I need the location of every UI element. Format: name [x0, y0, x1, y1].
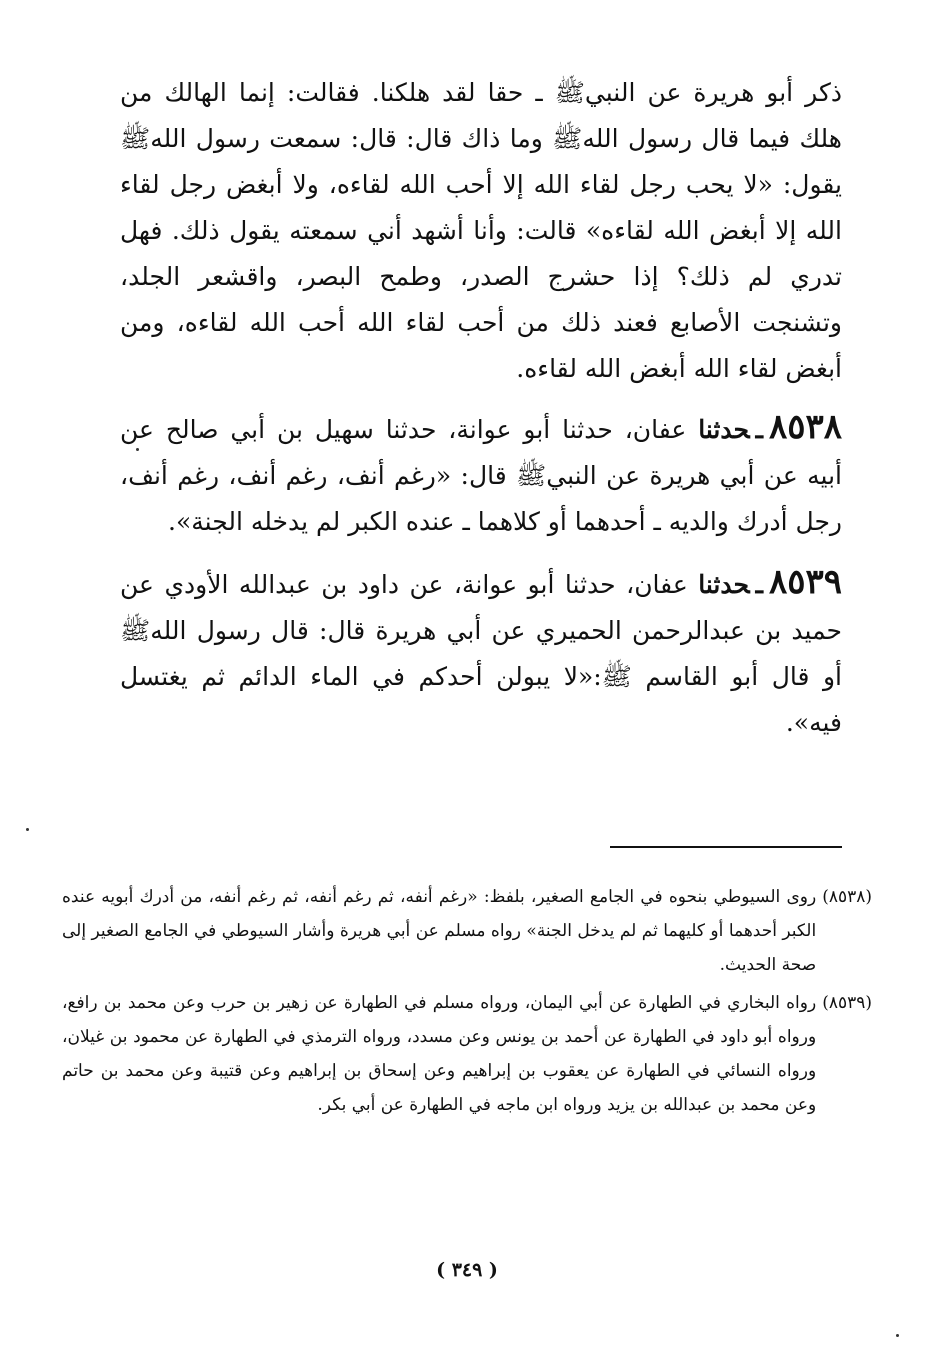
hadith-number: ٨٥٣٨ — [768, 407, 842, 447]
footnote-text: روى السيوطي بنحوه في الجامع الصغير، بلفظ: «رغم أنفه، ثم رغم أنفه، ثم رغم أنفه، من أدرك أبويه عنده الكبر أحدهما أو كليهما ثم لم يدخل الجنة» رواه مسلم عن أبي هريرة وأشار السيوطي في الجامع الصغير إلى صحة الحديث. — [62, 887, 817, 975]
narration-keyword: حدثنا — [698, 570, 750, 599]
hadith-number: ٨٥٣٩ — [768, 562, 842, 602]
scan-speck — [26, 828, 29, 831]
footnote-separator — [610, 846, 842, 848]
page-number: ( ٣٤٩ ) — [436, 1259, 498, 1281]
hadith-dash: ـ — [755, 415, 763, 444]
hadith-text: عفان، حدثنا أبو عوانة، حدثنا سهيل بن أبي صالح عن أبيه عن أبي هريرة عن النبيﷺ قال: «رغم أنف، رغم أنف، رغم أنف، رجل أدرك والديه ـ أحدهما أو كلاهما ـ عنده الكبر لم يدخله الجنة». — [120, 415, 842, 536]
footnote-ref: (٨٥٣٩) — [822, 993, 872, 1013]
hadith-8539 — [120, 559, 842, 746]
continuation-paragraph: ذكر أبو هريرة عن النبيﷺ ـ حقا لقد هلكنا. فقالت: إنما الهالك من هلك فيما قال رسول اللهﷺ وما ذاك قال: قال: سمعت رسول اللهﷺ يقول: «لا يحب رجل لقاء الله إلا أحب الله لقاءه، ولا أبغض رجل لقاء الله إلا أبغض الله لقاءه» قالت: وأنا أشهد أني سمعته يقول ذلك. فهل تدري لم ذلك؟ إذا حشرج الصدر، وطمح البصر، واقشعر الجلد، وتشنجت الأصابع فعند ذلك من أحب لقاء الله أحب الله لقاءه، ومن أبغض لقاء الله أبغض الله لقاءه. — [120, 78, 842, 383]
footnote-8539 — [62, 986, 872, 1122]
footnote-8538 — [62, 880, 872, 982]
hadith-dash: ـ — [755, 570, 763, 599]
scan-speck — [896, 1334, 899, 1337]
hadith-8538 — [120, 404, 842, 545]
footnotes — [62, 880, 872, 1126]
footnote-ref: (٨٥٣٨) — [822, 887, 872, 907]
main-text — [120, 70, 842, 760]
narration-keyword: حدثنا — [698, 415, 750, 444]
scan-speck — [136, 448, 139, 451]
footnote-text: رواه البخاري في الطهارة عن أبي اليمان، ورواه مسلم في الطهارة عن زهير بن حرب وعن محمد بن رافع، ورواه أبو داود في الطهارة عن أحمد بن يونس وعن مسدد، ورواه الترمذي في الطهارة عن محمود بن غيلان، ورواه النسائي في الطهارة عن يعقوب بن إبراهيم وعن إسحاق بن إبراهيم وعن قتيبة وعن محمد بن حاتم وعن محمد بن عبدالله بن يزيد ورواه ابن ماجه في الطهارة عن أبي بكر. — [62, 993, 817, 1115]
hadith-text: عفان، حدثنا أبو عوانة، عن داود بن عبدالله الأودي عن حميد بن عبدالرحمن الحميري عن أبي هريرة قال: قال رسول اللهﷺ أو قال أبو القاسم ﷺ:«لا يبولن أحدكم في الماء الدائم ثم يغتسل فيه». — [120, 570, 842, 737]
